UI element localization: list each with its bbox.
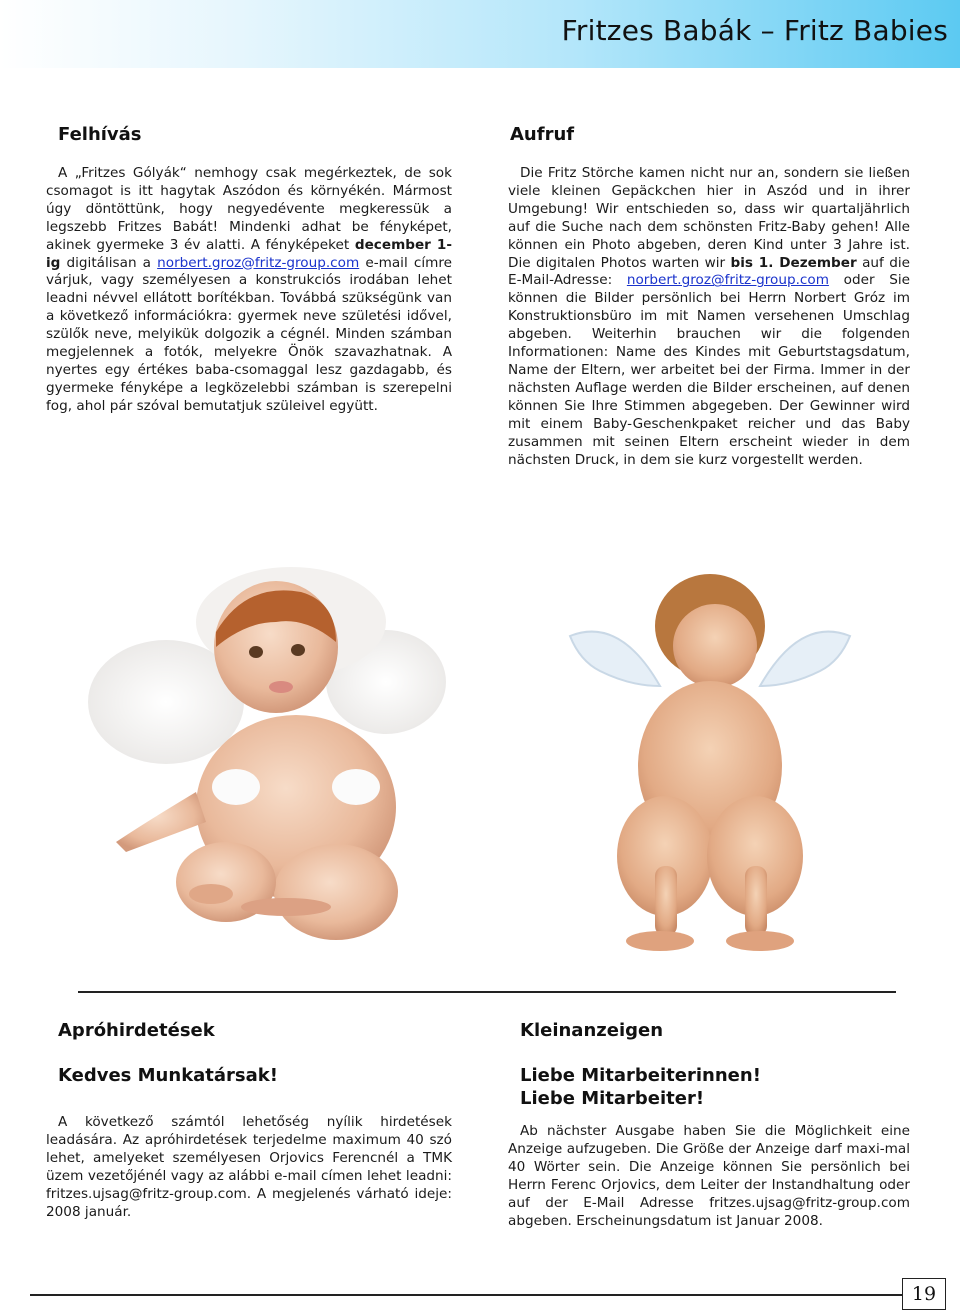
call-paragraph-hu: [46, 165, 452, 416]
text-span: auf die E-Mail-Adresse:: [508, 254, 910, 289]
section-heading: Kleinanzeigen: [520, 1020, 664, 1041]
divider-line: [78, 991, 896, 993]
text-span: oder Sie können die Bilder persönlich bei Herrn Norbert Gróz im Konstruktionsbüro im mit Namen versehenen Umschlag abgeben. Weiterhin brauchen wir die folgenden Informationen: Name des Kindes mit Geburtstagsdatum, Name der Eltern, wer arbeitet bei der Firma. Immer in der nächsten Auflage werden die Bilder erscheinen, auf denen können Sie Ihre Stimmen abgegeben. Der Gewinner wird mit einem Baby-Geschenkpaket reicher und das Baby zusammen mit seinen Eltern erscheint wieder in dem nächsten Druck, in dem sie kurz vorgestellt werden.: [508, 272, 910, 468]
section-heading: Felhívás: [58, 124, 142, 145]
greeting-heading: Kedves Munkatársak!: [58, 1065, 278, 1086]
greeting-heading: Liebe Mitarbeiter!: [520, 1088, 705, 1109]
angel-child-photo-right: [560, 566, 860, 961]
ads-paragraph-de: Ab nächster Ausgabe haben Sie die Möglichkeit eine Anzeige aufzugeben. Die Größe der Anzeige darf maxi-mal 40 Wörter sein. Die Anzeige können Sie persönlich bei Herrn Ferenc Orjovics, dem Leiter der Instandhaltung oder auf der E-Mail Adresse fritzes.ujsag@fritz-group.com abgeben. Erscheinungsdatum ist Januar 2008.: [508, 1123, 910, 1229]
call-paragraph-de: [508, 165, 910, 469]
text-span: e-mail címre várjuk, vagy személyesen a konstrukciós irodában lehet leadni névvel ellátott borítékban. Továbbá szükségünk van a következő információkra: gyermek neve születési idővel, szülők neve, melyikük dolgozik a cégnél. Minden számban megjelennek a fotók, melyekre Önök szavazhatnak. A nyertes egy értékes baba-csomaggal lesz gazdagabb, és gyermeke fényképe a legközelebbi számban is szerepelni fog, ahol pár szóval bemutatjuk szüleivel együtt.: [46, 254, 452, 414]
text-span: A „Fritzes Gólyák“ nemhogy csak megérkeztek, de sok csomagot is itt hagytak Aszódon és környékén. Mármost úgy döntöttünk, hogy negyedévente megkeressük a legszebb Fritzes Babát! Mindenki adhat be fényképet, akinek gyermeke 3 év alatti. A fényképeket: [46, 165, 452, 253]
text-span: Die Fritz Störche kamen nicht nur an, sondern sie ließen viele kleinen Gepäckchen hier in Aszód und in ihrer Umgebung! Wir entschieden so, dass wir quartaljährlich auf die Suche nach dem schönsten Fritz-Baby gehen! Alle können ein Photo abgeben, deren Kind unter 3 Jahre ist. Die digitalen Photos warten wir: [508, 165, 910, 271]
call-section-de: [508, 124, 910, 469]
deadline-text: bis 1. Dezember: [730, 254, 857, 271]
ads-section-hu: [46, 1020, 452, 1221]
greeting-heading: Liebe Mitarbeiterinnen!: [520, 1065, 761, 1086]
email-link[interactable]: norbert.groz@fritz-group.com: [626, 272, 829, 289]
page-title: Fritzes Babák – Fritz Babies: [561, 14, 948, 47]
ads-section-de: [508, 1020, 910, 1230]
text-span: digitálisan a: [60, 254, 158, 271]
section-heading: Aufruf: [510, 124, 575, 145]
email-link[interactable]: norbert.groz@fritz-group.com: [157, 254, 360, 271]
ads-paragraph-hu: A következő számtól lehetőség nyílik hirdetések leadására. Az apróhirdetések terjedelme maximum 40 szó lehet, amelyeket személyesen Orjovics Ferencnél a TMK üzem vezetőjénél vagy az alábbi e-mail címen lehet leadni: fritzes.ujsag@fritz-group.com. A megjelenés várható ideje: 2008 január.: [46, 1114, 452, 1220]
footer-line: [30, 1294, 902, 1296]
deadline-text: december 1-ig: [46, 236, 452, 271]
call-section-hu: [46, 124, 452, 416]
angel-baby-photo-left: [86, 552, 476, 962]
page-number: 19: [902, 1278, 946, 1310]
section-heading: Apróhirdetések: [58, 1020, 215, 1041]
